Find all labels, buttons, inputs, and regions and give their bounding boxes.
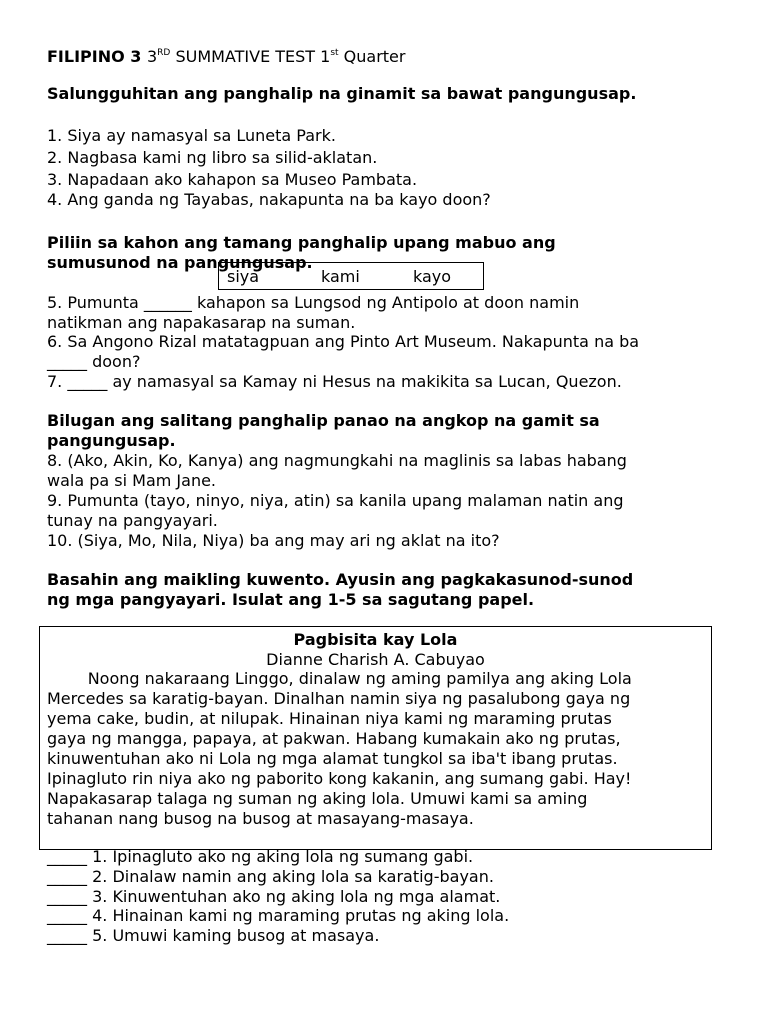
document-title (47, 43, 405, 67)
part2-line: 5. Pumunta ______ kahapon sa Lungsod ng Antipolo at doon namin (47, 293, 580, 312)
story-line: Noong nakaraang Linggo, dinalaw ng aming pamilya ang aking Lola (47, 669, 632, 688)
choice-word: siya (227, 267, 260, 286)
sequence-item (47, 926, 379, 946)
part2-instruction-cont: sumusunod na pangungusap. (47, 253, 313, 272)
story-line: Napakasarap talaga ng suman ng aking lola. Umuwi kami sa aming (47, 789, 588, 808)
subject-label: FILIPINO 3 (47, 47, 142, 66)
answer-blank: _____ (47, 926, 87, 945)
story-title: Pagbisita kay Lola (293, 630, 458, 649)
sequence-text: 4. Hinainan kami ng maraming prutas ng aking lola. (87, 906, 510, 925)
choice-word: kami (321, 267, 360, 286)
part1-item: 1. Siya ay namasyal sa Luneta Park. (47, 126, 336, 145)
story-line: tahanan nang busog na busog at masayang-masaya. (47, 809, 474, 828)
story-body (47, 669, 709, 829)
test-number-suffix: RD (157, 48, 171, 58)
test-label: SUMMATIVE TEST (170, 47, 321, 66)
part3-instruction: Bilugan ang salitang panghalip panao na angkop na gamit sa (47, 411, 600, 430)
answer-blank: _____ (47, 847, 87, 866)
story-line: Mercedes sa karatig-bayan. Dinalhan namin siya ng pasalubong gaya ng (47, 689, 631, 708)
part3-line: wala pa si Mam Jane. (47, 471, 217, 490)
part1-instruction: Salungguhitan ang panghalip na ginamit sa bawat pangungusap. (47, 84, 637, 103)
story-line: yema cake, budin, at nilupak. Hinainan niya kami ng maraming prutas (47, 709, 612, 728)
quarter-number: 1 (320, 47, 331, 66)
part1-item: 3. Napadaan ako kahapon sa Museo Pambata. (47, 170, 418, 189)
sequence-text: 5. Umuwi kaming busog at masaya. (87, 926, 380, 945)
quarter-suffix: st (330, 48, 339, 58)
story-box (39, 626, 712, 850)
part2-line: 7. _____ ay namasyal sa Kamay ni Hesus na makikita sa Lucan, Quezon. (47, 372, 622, 391)
quarter-label: Quarter (338, 47, 406, 66)
story-line: Ipinagluto rin niya ako ng paborito kong kakanin, ang sumang gabi. Hay! (47, 769, 632, 788)
answer-blank: _____ (47, 867, 87, 886)
part3-line: 9. Pumunta (tayo, ninyo, niya, atin) sa kanila upang malaman natin ang (47, 491, 624, 510)
part2-line: _____ doon? (47, 352, 141, 371)
part2-instruction: Piliin sa kahon ang tamang panghalip upang mabuo ang (47, 233, 556, 252)
part2-line: natikman ang napakasarap na suman. (47, 313, 356, 332)
choice-word: kayo (413, 267, 452, 286)
part4-instruction-cont: ng mga pangyayari. Isulat ang 1-5 sa sagutang papel. (47, 590, 535, 609)
part1-item: 4. Ang ganda ng Tayabas, nakapunta na ba kayo doon? (47, 190, 491, 209)
part2-line: 6. Sa Angono Rizal matatagpuan ang Pinto Art Museum. Nakapunta na ba (47, 332, 640, 351)
part4-instruction: Basahin ang maikling kuwento. Ayusin ang pagkakasunod-sunod (47, 570, 634, 589)
answer-blank: _____ (47, 887, 87, 906)
test-number: 3 (146, 47, 158, 66)
sequence-text: 2. Dinalaw namin ang aking lola sa karatig-bayan. (87, 867, 494, 886)
word-choice-box (218, 262, 484, 290)
part3-line: 8. (Ako, Akin, Ko, Kanya) ang nagmungkahi na maglinis sa labas habang (47, 451, 627, 470)
sequence-item (47, 867, 494, 887)
story-line: kinuwentuhan ako ni Lola ng mga alamat tungkol sa iba't ibang prutas. (47, 749, 618, 768)
story-author: Dianne Charish A. Cabuyao (266, 650, 485, 669)
answer-blank: _____ (47, 906, 87, 925)
sequence-item (47, 887, 500, 907)
part1-item: 2. Nagbasa kami ng libro sa silid-aklatan. (47, 148, 378, 167)
part3-line: tunay na pangyayari. (47, 511, 218, 530)
part3-line: 10. (Siya, Mo, Nila, Niya) ba ang may ari ng aklat na ito? (47, 531, 500, 550)
story-line: gaya ng mangga, papaya, at pakwan. Habang kumakain ako ng prutas, (47, 729, 621, 748)
sequence-text: 1. Ipinagluto ako ng aking lola ng sumang gabi. (87, 847, 474, 866)
sequence-text: 3. Kinuwentuhan ako ng aking lola ng mga alamat. (87, 887, 501, 906)
sequence-item (47, 906, 509, 926)
part3-instruction-cont: pangungusap. (47, 431, 176, 450)
sequence-item (47, 847, 473, 867)
